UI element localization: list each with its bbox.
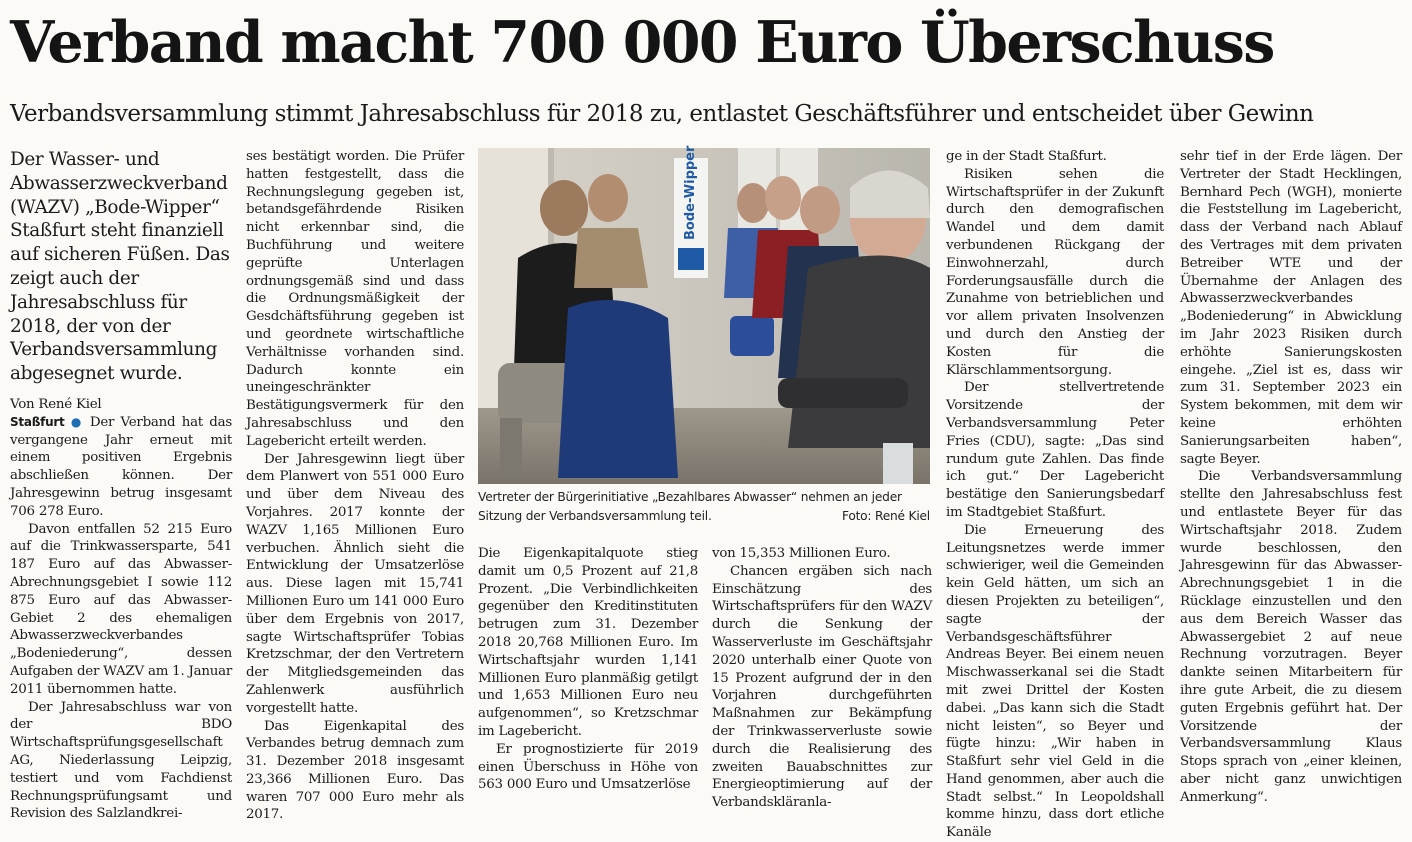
dateline: Staßfurt [10, 414, 65, 429]
paragraph: Die Verbandsversammlung stellte den Jahresabschluss fest und entlastete Beyer für das Wirtschaftsjahr 2018. Zudem wurde beschlossen, den Jahresgewinn für das Abwasser-Abrechnungsgebiet 1 in die Rücklage einzustellen und den aus dem Bereich Wasser das Abwassergebiet 2 auf neue Rechnung vorzutragen. Beyer dankte seinen Mitarbeitern für ihre gute Arbeit, die zu diesem guten Ergebnis geführt hat. Der Vorsitzende der Verbandsversammlung Klaus Stops sprach von „einer kleinen, aber nicht ganz unwichtigen Anmerkung“. [1180, 469, 1402, 805]
paragraph: sehr tief in der Erde lägen. Der Vertreter der Stadt Hecklingen, Bernhard Pech (WGH), monierte die Feststellung im Lagebericht, dass der Verband nach Ablauf des Vertrages mit dem privaten Betreiber WTE und der Übernahme der Anlagen des Abwasserzweckverbandes „Bodeniederung“ in Abwicklung im Jahr 2023 Risiken durch erhöhte Sanierungskosten eingehe. „Ziel ist es, dass wir zum 31. September 2023 ein System bekommen, mit dem wir keine erhöhten Sanierungsarbeiten haben“, sagte Beyer. [1180, 149, 1402, 467]
column-1 [10, 148, 232, 822]
paragraph: Risiken sehen die Wirtschaftsprüfer in der Zukunft durch den demografischen Wandel und dem damit verbundenen Rückgang der Einwohnerzahl, durch Forderungsausfälle durch die Zunahme von betrieblichen und vor allem privaten Insolvenzen und durch den Anstieg der Kosten für die Klärschlammentsorgung. [946, 166, 1164, 378]
lead-paragraph: Der Wasser- und Abwasserzweckverband (WAZV) „Bode-Wipper“ Staßfurt steht finanziell auf sicheren Füßen. Das zeigt auch der Jahresabschluss für 2018, der von der Verbandsversammlung abgesegnet wurde. [10, 149, 230, 385]
paragraph-text: Der Verband hat das vergangene Jahr erneut mit einem positiven Ergebnis abschließen können. Der Jahresgewinn betrug insgesamt 706 278 Euro. [10, 414, 232, 519]
photo-credit: Foto: René Kiel [841, 509, 930, 523]
headline: Verband macht 700 000 Euro Überschuss [10, 9, 1274, 76]
caption-text: Vertreter der Bürgerinitiative „Bezahlbares Abwasser“ nehmen an jeder Sitzung der Verbandsversammlung teil. [478, 490, 902, 523]
meeting-photo-illustration [478, 145, 930, 484]
paragraph: Der Jahresgewinn liegt über dem Planwert von 551 000 Euro und über dem Niveau des Vorjahres. 2017 konnte der WAZV 1,165 Millionen Euro verbuchen. Ähnlich sieht die Entwicklung der Umsatzerlöse aus. Diese lagen mit 15,741 Millionen Euro um 141 000 Euro über dem Ergebnis von 2017, sagte Wirtschaftsprüfer Tobias Kretzschmar, der den Vertretern der Mitgliedsgemeinden das Zahlenwerk ausführlich vorgestellt hatte. [246, 451, 464, 716]
paragraph: Die Erneuerung des Leitungsnetzes werde immer schwieriger, weil die Gemeinden kein Geld hätten, um sich an diesen Projekten zu beteiligen“, sagte der Verbandsgeschäftsführer Andreas Beyer. Bei einem neuen Mischwasserkanal sei die Stadt mit zwei Drittel der Kosten dabei. „Das kann sich die Stadt nicht leisten“, so Beyer und fügte hinzu: „Wir haben in Staßfurt sehr viel Geld in die Hand genommen, aber auch die Stadt selbst.“ In Leopoldshall komme hinzu, dass dort etliche Kanäle [946, 522, 1164, 841]
paragraph: Davon entfallen 52 215 Euro auf die Trinkwassersparte, 541 187 Euro auf das Abwasser-Abrechnungsgebiet I sowie 112 875 Euro auf das Abwasser-Gebiet 2 des ehemaligen Abwasserzweckverbandes „Bodeniederung“, dessen Aufgaben der WAZV am 1. Januar 2011 übernommen hatte. [10, 521, 232, 697]
article-photo [478, 145, 930, 484]
paragraph: Chancen ergäben sich nach Einschätzung des Wirtschaftsprüfers für den WAZV durch die Senkung der Wasserverluste im Geschäftsjahr 2020 unterhalb einer Quote von 15 Prozent aufgrund der in den Vorjahren durchgeführten Maßnahmen zur Bekämpfung der Trinkwasserverluste sowie durch die Realisierung des zweiten Bauabschnittes zur Energieoptimierung auf der Verbandskläranla- [712, 563, 932, 811]
paragraph: Er prognostizierte für 2019 einen Überschuss in Höhe von 563 000 Euro und Umsatzerlöse [478, 741, 698, 793]
dateline-dot-icon: ● [70, 414, 84, 429]
column-4 [712, 545, 932, 813]
subheadline: Verbandsversammlung stimmt Jahresabschluss für 2018 zu, entlastet Geschäftsführer und entscheidet über Gewinn [10, 101, 1314, 127]
photo-caption [478, 488, 930, 530]
column-6 [1180, 148, 1402, 813]
paragraph: von 15,353 Millionen Euro. [712, 546, 891, 561]
column-3 [478, 545, 698, 813]
paragraph: ses bestätigt worden. Die Prüfer hatten festgestellt, dass die Rechnungslegung gegeben ist, betandsgefährdende Risiken nicht erkennbar sind, die Buchführung und weitere geprüfte Unterlagen ordnungsgemäß sind und dass die Ordnungsmäßigkeit der Gesdchäftsführung gegeben ist und geordnete wirtschaftliche Verhältnisse vorhanden sind. Dadurch konnte ein uneingeschränkter Bestätigungsvermerk für den Jahresabschluss und den Lagebericht erteilt werden. [246, 149, 464, 449]
column-2 [246, 148, 464, 823]
paragraph: Die Eigenkapitalquote stieg damit um 0,5 Prozent auf 21,8 Prozent. „Die Verbindlichkeiten gegenüber den Kreditinstituten betrugen zum 31. Dezember 2018 20,768 Millionen Euro. Im Wirtschaftsjahr wurden 1,141 Millionen Euro planmäßig getilgt und 1,653 Millionen Euro neu aufgenommen“, so Kretzschmar im Lagebericht. [478, 546, 698, 739]
photo-banner-text: Bode-Wipper [683, 145, 698, 240]
paragraph: Der Jahresabschluss war von der BDO Wirtschaftsprüfungsgesellschaft AG, Niederlassung Leipzig, testiert und vom Fachdienst Rechnungsprüfungsamt und Revision des Salzlandkrei- [10, 699, 232, 822]
author-byline: Von René Kiel [10, 396, 102, 412]
paragraph: Das Eigenkapital des Verbandes betrug demnach zum 31. Dezember 2018 insgesamt 23,366 Millionen Euro. Das waren 707 000 Euro mehr als 2017. [246, 718, 464, 823]
first-paragraph [10, 414, 232, 521]
paragraph: Der stellvertretende Vorsitzende der Verbandsversammlung Peter Fries (CDU), sagte: „Das sind rundum gute Zahlen. Das finde ich gut.“ Der Lagebericht bestätige den Sanierungsbedarf im Stadtgebiet Staßfurt. [946, 380, 1164, 520]
paragraph: ge in der Stadt Staßfurt. [946, 149, 1107, 164]
column-5 [946, 148, 1164, 841]
